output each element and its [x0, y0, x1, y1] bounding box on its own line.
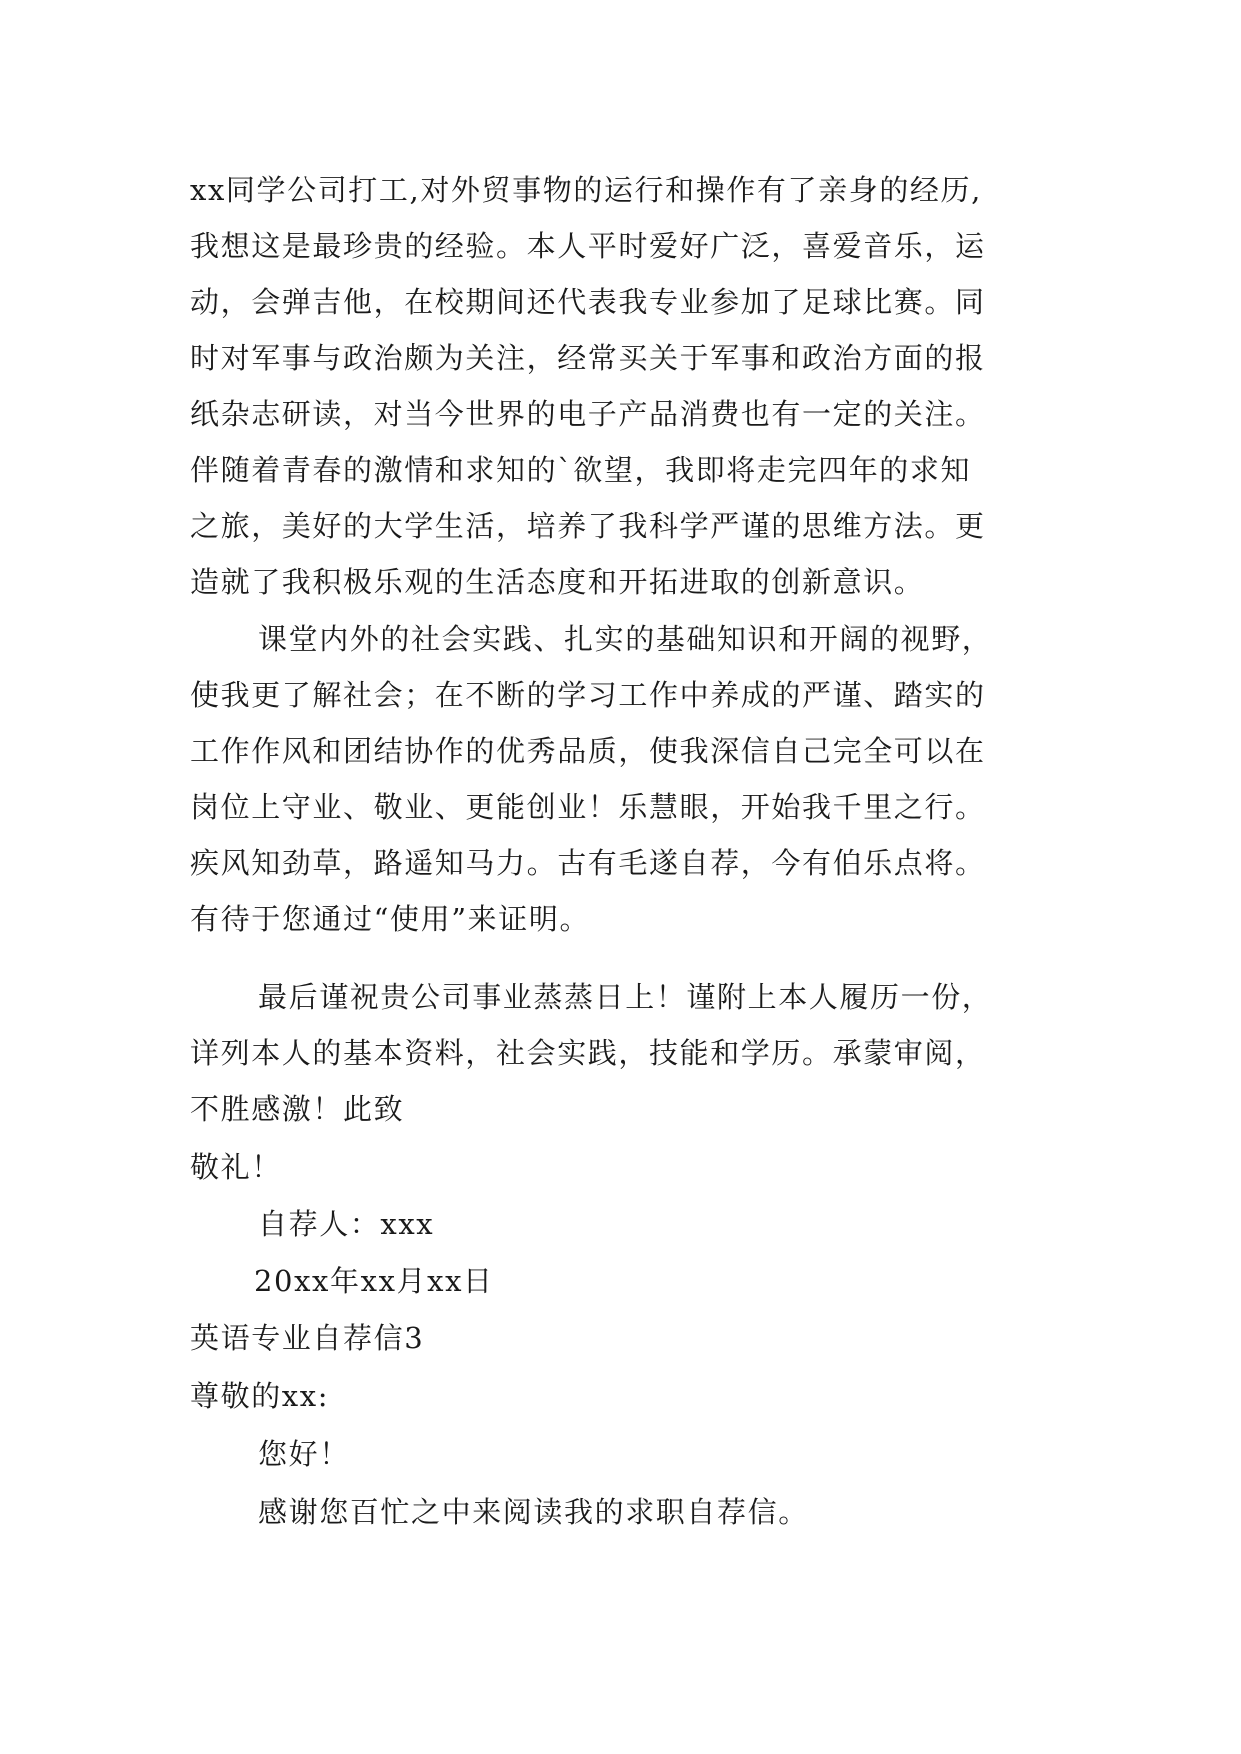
letter-greeting: 尊敬的xx:	[190, 1379, 330, 1413]
closing-salute: 敬礼！	[190, 1150, 282, 1184]
text-line: 时对军事与政治颇为关注，经常买关于军事和政治方面的报	[190, 341, 986, 375]
text-line: 有待于您通过“使用”来证明。	[190, 902, 591, 936]
text-line: 感谢您百忙之中来阅读我的求职自荐信。	[258, 1495, 809, 1529]
paragraph-start-line: 课堂内外的社会实践、扎实的基础知识和开阔的视野，	[258, 622, 993, 656]
text-line: 之旅，美好的大学生活，培养了我科学严谨的思维方法。更	[190, 509, 986, 543]
text-line: 使我更了解社会；在不断的学习工作中养成的严谨、踏实的	[190, 678, 986, 712]
text-line: 伴随着青春的激情和求知的`欲望，我即将走完四年的求知	[190, 453, 972, 487]
text-line: 造就了我积极乐观的生活态度和开拓进取的创新意识。	[190, 565, 925, 599]
section-title: 英语专业自荐信3	[190, 1321, 425, 1355]
letter-salutation: 您好！	[258, 1437, 350, 1471]
text-line: 动，会弹吉他，在校期间还代表我专业参加了足球比赛。同	[190, 285, 986, 319]
text-line: 我想这是最珍贵的经验。本人平时爱好广泛，喜爱音乐，运	[190, 229, 986, 263]
text-line: xx同学公司打工,对外贸事物的运行和操作有了亲身的经历,	[190, 173, 982, 207]
signature-date: 20xx年xx月xx日	[254, 1264, 494, 1298]
text-line: 工作作风和团结协作的优秀品质，使我深信自己完全可以在	[190, 734, 986, 768]
paragraph-start-line: 最后谨祝贵公司事业蒸蒸日上！谨附上本人履历一份，	[258, 980, 993, 1014]
text-line: 纸杂志研读，对当今世界的电子产品消费也有一定的关注。	[190, 397, 986, 431]
signature-name: 自荐人：xxx	[258, 1207, 435, 1241]
text-line: 疾风知劲草，路遥知马力。古有毛遂自荐，今有伯乐点将。	[190, 846, 986, 880]
text-line: 不胜感激！此致	[190, 1092, 405, 1126]
text-line: 详列本人的基本资料，社会实践，技能和学历。承蒙审阅，	[190, 1036, 986, 1070]
text-line: 岗位上守业、敬业、更能创业！乐慧眼，开始我千里之行。	[190, 790, 986, 824]
